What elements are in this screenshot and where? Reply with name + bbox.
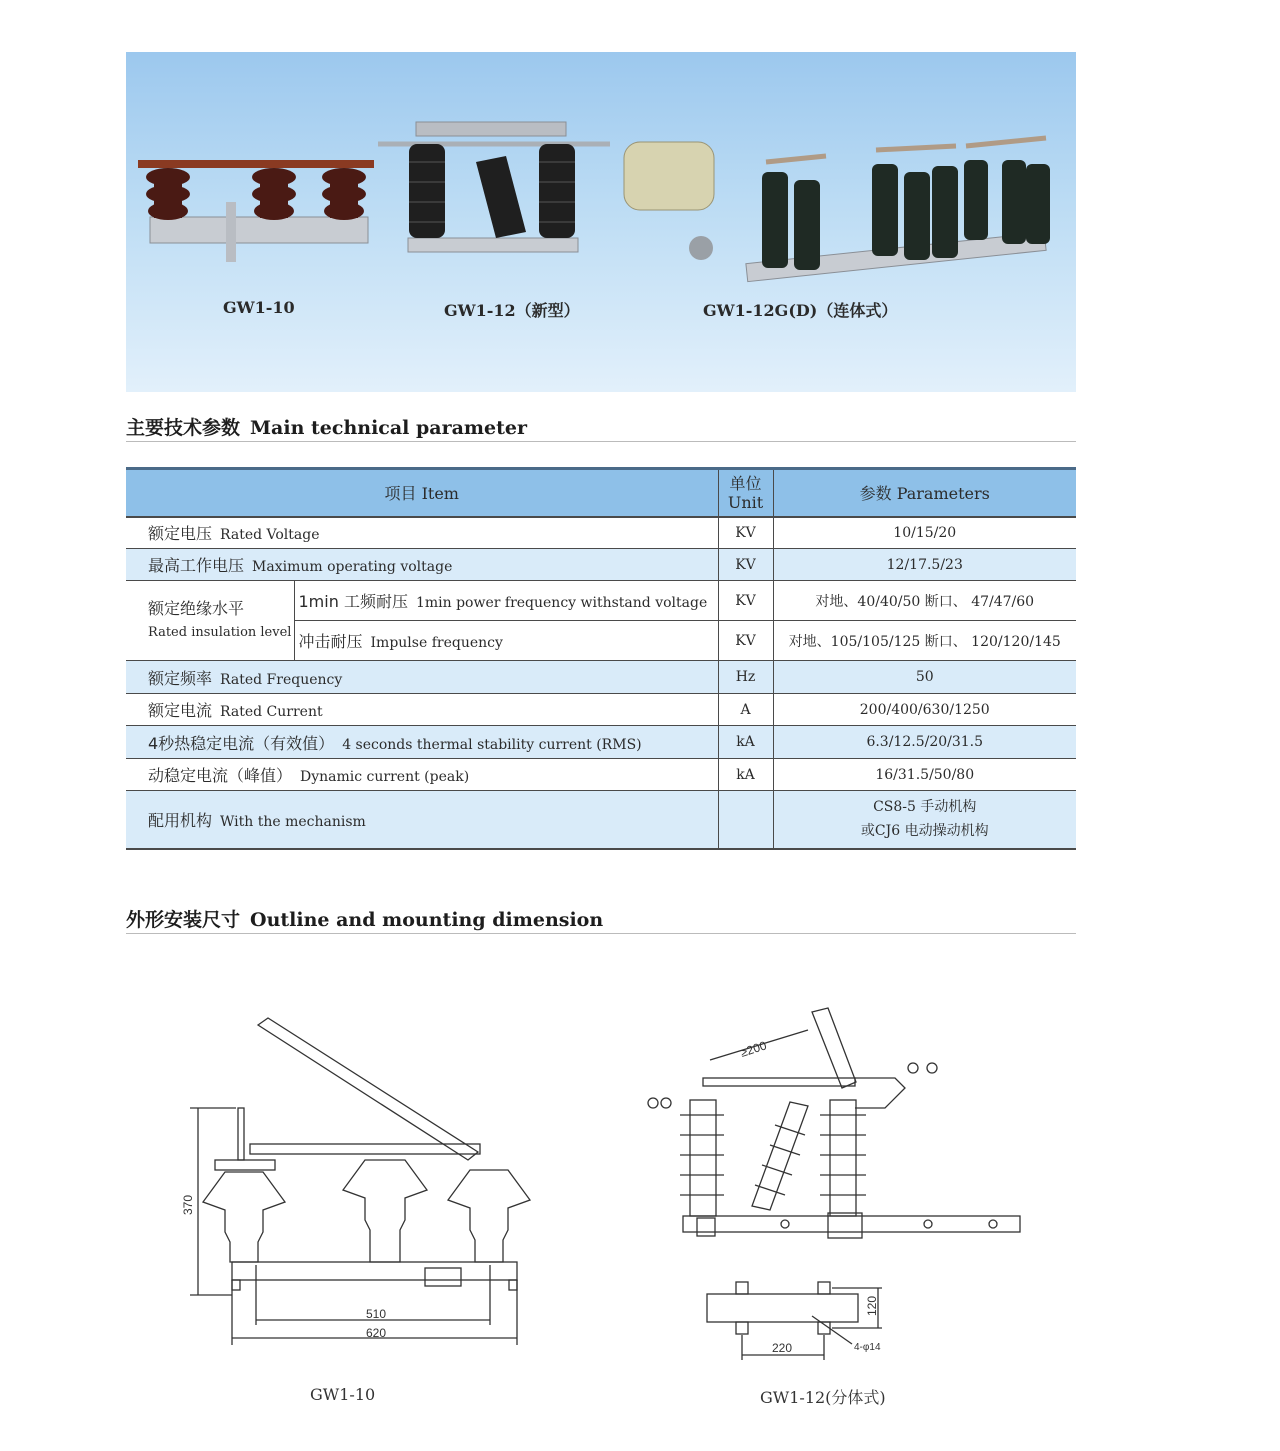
row-item-zh: 冲击耐压 (298, 632, 363, 651)
mechanism-line-2: 或CJ6 电动操动机构 (860, 823, 989, 840)
row-value: 对地、40/40/50 断口、 47/47/60 (773, 581, 1076, 621)
header-params: 参数 Parameters (773, 469, 1076, 517)
dim-120: 120 (865, 1295, 879, 1316)
header-unit-zh: 单位 (729, 473, 762, 493)
section-title-en: Outline and mounting dimension (250, 909, 604, 931)
row-unit: kA (718, 726, 773, 759)
row-item-zh: 额定电压 (148, 524, 213, 544)
row-value: 6.3/12.5/20/31.5 (773, 726, 1076, 759)
row-value: 50 (773, 661, 1076, 694)
row-item-zh: 配用机构 (148, 810, 213, 830)
insulation-zh: 额定绝缘水平 (148, 598, 245, 618)
section-title-zh: 主要技术参数 (126, 417, 241, 439)
dim-370: 370 (181, 1194, 195, 1215)
photo-caption-2: GW1-12（新型） (444, 301, 580, 320)
dim-holes: 4-φ14 (854, 1342, 881, 1353)
section-title-zh: 外形安装尺寸 (126, 909, 241, 931)
row-item-en: Rated Frequency (220, 671, 343, 688)
drawing-caption-right: GW1-12(分体式) (760, 1388, 886, 1407)
row-item-en: 1min power frequency withstand voltage (415, 595, 708, 611)
row-item-zh: 额定频率 (148, 668, 213, 688)
row-item-en: Impulse frequency (370, 635, 503, 651)
row-value: 200/400/630/1250 (773, 694, 1076, 726)
row-unit: kA (718, 759, 773, 791)
photo-caption-3: GW1-12G(D)（连体式） (703, 301, 898, 320)
row-value: 10/15/20 (773, 517, 1076, 549)
row-unit: A (718, 694, 773, 726)
gw1-12-drawing (648, 1008, 1020, 1360)
row-item-zh: 最高工作电压 (148, 556, 245, 575)
row-value: 12/17.5/23 (773, 549, 1076, 581)
row-unit: KV (718, 549, 773, 581)
drawing-caption-left: GW1-10 (310, 1385, 376, 1404)
dim-200: ≥200 (738, 1038, 769, 1060)
row-item-zh: 动稳定电流（峰值） (148, 766, 293, 785)
row-unit: KV (718, 621, 773, 661)
dim-220: 220 (772, 1341, 793, 1355)
header-item: 项目 Item (126, 469, 718, 517)
gw1-10-drawing (190, 1018, 530, 1345)
row-item-en: Rated Voltage (220, 527, 320, 544)
dim-510: 510 (366, 1307, 387, 1321)
row-item-en: Maximum operating voltage (252, 559, 453, 575)
header-unit-en: Unit (727, 492, 764, 512)
insulation-en: Rated insulation level (148, 624, 292, 640)
row-unit: KV (718, 517, 773, 549)
row-item-en: Rated Current (220, 704, 323, 720)
row-value: 对地、105/105/125 断口、 120/120/145 (773, 621, 1076, 661)
row-value: 16/31.5/50/80 (773, 759, 1076, 791)
row-item-zh: 4秒热稳定电流（有效值） (148, 733, 335, 753)
row-item-en: Dynamic current (peak) (300, 769, 470, 785)
row-item-en: 4 seconds thermal stability current (RMS) (342, 736, 642, 753)
row-item-zh: 1min 工频耐压 (298, 592, 408, 611)
row-unit: KV (718, 581, 773, 621)
row-item-en: With the mechanism (220, 813, 366, 830)
row-item-zh: 额定电流 (148, 701, 213, 720)
mechanism-line-1: CS8-5 手动机构 (873, 799, 977, 816)
dim-620: 620 (366, 1326, 387, 1340)
photo-caption-1: GW1-10 (223, 298, 295, 317)
row-unit: Hz (718, 661, 773, 694)
section-title-en: Main technical parameter (250, 417, 527, 439)
